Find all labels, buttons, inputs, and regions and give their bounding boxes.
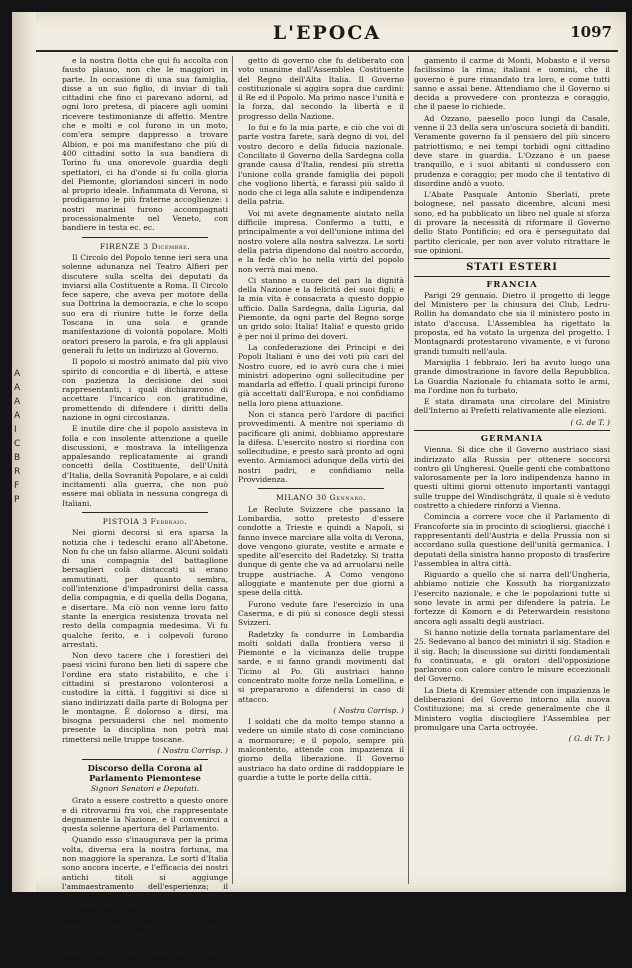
francia-heading: FRANCIA <box>486 278 538 289</box>
article-paragraph: Vienna. Si dice che il Governo austriaco siasi indirizzato alla Russia per ottenere soccorsi contro gli Ungheresi. Quelle genti che combattono valorosamente per la loro indipendenza hanno in questi ultimi giorni ottenuto importanti vantaggi sulle truppe del Windischgrätz, il quale si è veduto costretto a chiedere rinforzi a Vienna. <box>414 445 610 511</box>
article-paragraph: E inutile dire che il popolo assisteva in folla e con insolente attenzione a quelle discussioni, e mostrava la intelligenza appalesando replicatamente ai grandi concetti della Costituente, dell'Unità d'Italia, della Sovranità Popolare, e ai caldi incitamenti alla guerra, che non può essere mai obliata in nessuna congrega di Italiani. <box>62 424 228 508</box>
section-divider <box>82 759 208 760</box>
edge-letter: A <box>14 383 21 393</box>
page-number: 1097 <box>570 23 612 41</box>
source-signature: ( G. de T. ) <box>570 417 610 427</box>
edge-letter: C <box>14 439 21 449</box>
edge-letter: R <box>14 467 21 477</box>
edge-letter: P <box>14 495 20 505</box>
page-header <box>36 20 618 52</box>
article-paragraph: L'Abate Pasquale Antonio Sberlati, prete bolognese, nel passato dicembre, alcuni mesi sono, ed ha pubblicato un libro nel quale si sforza di provare la necessità di riformare il Governo dello Stato Pontificio; ed ora è perseguitato dal partito clericale, per non aver voluto ritrattare le sue opinioni. <box>414 190 610 255</box>
article-paragraph: Non ci stanca però l'ardore di pacifici provvedimenti. A mentre noi speriamo di pacificare gli animi, dobbiamo apprestare la difesa. L'esercito nostro si riordina con sollecitudine, e presto sarà pronto ad ogni evento. Armiamoci adunque della virtù dei nostri padri, e confidiamo nella Provvidenza. <box>238 409 404 485</box>
edge-letter: A <box>14 369 21 379</box>
discorso-caption: Discorso della Corona al Parlamento Piemontese <box>87 763 203 783</box>
correspondent-signature: ( Nostra Corrisp. ) <box>333 705 404 715</box>
article-paragraph: La Dieta di Kremsier attende con impazienza le deliberazioni del Governo intorno alla nuova Costituzione; ma si crede generalmente che il Ministero voglia disciogliere l'Assemblea per promulgare una Carta octroyée. <box>414 685 610 732</box>
source-signature: ( G. di Tr. ) <box>568 734 610 744</box>
article-paragraph: e la nostra flotta che qui fu accolta con fausto plauso, non che le maggiori in parte. In occasione di una sua famiglia, disse a un suo figlio, di inviar di tali cittadini che fino ci parevano adorni, ad ogni loro pretesa, di piacere agli uomini ricevere testimonianze di affetto. Mentre che e molti e col furono in un moto, com'era sempre dappresso a trovare Albion, e poi ma manifestano che più di 400 cittadini sotto la sua bandiera di Torino fu una onorevole guardia degli spettatori, ci ha d'onde si fu colla gloria del Piemonte, gloriandosi sinceri in nodo al proprio ideale. Infiammata di Verona, si prodigarono le più fraterne accoglienze: i nostri marinai furono accompagnati processionalmente nel Veneto, con bandiere in testa ec. ec. <box>62 56 228 233</box>
dateline-firenze: FIRENZE 3 Dicembre. <box>99 241 191 251</box>
edge-letter: F <box>14 481 20 491</box>
article-paragraph: Comincia a correre voce che il Parlamento di Francoforte sia in procinto di sciogliersi, giacché i rappresentanti dell'Austria e della Prussia non si accordano sulla questione dell'unità germanica. I deputati della sinistra hanno proposto di trasferire l'assemblea in altra città. <box>414 512 610 568</box>
article-paragraph: Non devo tacere che i forestieri dei paesi vicini furono ben lieti di sapere che l'ordine era stato ristabilito, e che i cittadini si prestarono volonterosi a custodire la città. I fuggitivi si dice si siano indirizzati dalla parte di Bologna per le montagne. È doloroso a dirsi, ma bisogna persuadersi che nel momento presente la disciplina non potrà mai rimettersi nelle truppe toscane. <box>62 651 228 744</box>
edge-letters <box>14 367 28 507</box>
article-paragraph: Io fui e fo la mia parte, e ciò che voi di parte vostra farete, sarà degno di voi, del vostro decoro e della fiducia nazionale. Conciliato il Governo della Sardegna colla grande causa d'Italia, rendesi più stretta l'unione colla grande famiglia dei popoli che vogliono libertà, e farassi più saldo il nodo che ci lega alla salute e indipendenza della patria. <box>238 123 404 207</box>
article-paragraph: Ci stanno a cuore del pari la dignità della Nazione e la felicità dei suoi figli; e la mia vita è consacrata a questo doppio ufficio. Dalla Sardegna, dalla Liguria, dal Piemonte, da ogni parte del Regno sorge un grido solo: Italia! Italia! e questo grido è per noi il primo dei doveri. <box>238 275 404 341</box>
article-paragraph: Radetzky fa condurre in Lombardia molti soldati dalla frontiera verso il Piemonte e la vicinanza delle truppe sarde, e si fanno grandi movimenti dal Ticino al Po. Gli austriaci hanno concentrato molte forze nella Lomellina, e si prepararono a difendersi in caso di attacco. <box>238 629 404 704</box>
section-divider <box>82 237 208 238</box>
article-paragraph: Voi mi avete degnamente aiutato nella difficile impresa. Confermo a tutti, e principalmente a voi dell'unione intima del nostro volere alla nostra salvezza. Le sorti della patria dipendono dal nostro accordo, e la fede ch'io ho nella virtù del popolo non verrà mai meno. <box>238 208 404 274</box>
article-paragraph: Il Circolo del Popolo tenne ieri sera una solenne adunanza nel Teatro Alfieri per discutere sulla scelta dei deputati da inviarsi alla Costituente a Roma. Il Circolo fece sapere, che aveva per motore della sua Dottrina la democrazia, e che lo scopo suo era di riunire tutte le forze della Toscana in una sola e grande manifestazione di volontà popolare. Molti oratori presero la parola, e fra gli applausi generali fu letto un indirizzo al Governo. <box>62 252 228 355</box>
edge-letter: A <box>14 397 21 407</box>
article-paragraph: E stata diramata una circolare del Ministro dell'Interno ai Prefetti relativamente alle elezioni. <box>414 397 610 416</box>
article-paragraph: Quando esso s'inaugurava per la prima volta, diversa era la nostra fortuna, ma non maggiore la speranza. Le sorti d'Italia sono ancora incerte, e l'efficacia dei nostri antichi titoli si aggiunge l'ammaestramento dell'esperienza; il merito della prova, il coraggio e la costanza nella sventura. <box>62 835 228 910</box>
section-divider <box>414 258 610 259</box>
dateline-milano: MILANO 30 Gennaro. <box>275 493 367 503</box>
column-2 <box>238 56 404 884</box>
article-paragraph: Furono vedute fare l'esercizio in una Caserma, e di più si conosce degli stessi Svizzeri. <box>238 599 404 628</box>
newspaper-title: L'EPOCA <box>272 22 382 44</box>
section-divider <box>258 488 384 489</box>
article-paragraph: Riguardo a quello che si narra dell'Ungheria, abbiamo notizie che Kossuth ha riorganizzato l'esercito nazionale, e che le popolazioni tutte si sono levate in armi per difendere la patria. Le fortezze di Komorn e di Peterwardein resistono ancora agli assalti degli austriaci. <box>414 570 610 626</box>
germania-heading: GERMANIA <box>480 432 544 443</box>
article-paragraph: Grato a essere costretto a questo onore e di ritrovarmi fra voi, che rappresentate degnamente la Nazione, e il convenirci a questa solenne apertura del Parlamento. <box>62 796 228 834</box>
article-paragraph: L'opera a cui dovrete attendere in questa seconda sessione è molteplice, ardua, difficile; e non minore è in voi la fermezza che in me la fiducia nel vostro senno e nella vostra devozione alla causa comune. <box>62 911 228 968</box>
section-divider <box>414 276 610 277</box>
newspaper-page <box>12 12 626 968</box>
correspondent-signature: ( Nostra Corrisp. ) <box>157 746 228 756</box>
dateline-pistoia: PISTOIA 3 Febbraio. <box>102 516 188 526</box>
edge-letter: A <box>14 411 21 421</box>
column-rule <box>408 56 409 884</box>
article-paragraph: getto di governo che fu deliberato con voto unanime dall'Assemblea Costituente del Regno dell'Alta Italia. Il Governo costituzionale si aggira sopra due cardini: il Re ed il Popolo. Ma primo nasce l'unità e la forza, dal secondo la libertà e il progresso della Nazione. <box>238 56 404 121</box>
article-paragraph: Nei giorni decorsi si era sparsa la notizia che i tedeschi erano all'Abetone. Non fu che un falso allarme. Alcuni soldati di una compagnia del battaglione bersaglieri colà distaccati si erano ammutinati, per quanto sembra, coll'intenzione d'impadronirsi della cassa della compagnia, e di quella della Dogana, e disertare. Ma ciò non venne loro fatto stante la energica resistenza trovata nel resto della compagnia medesima. Vi fu qualche ferito, e i colpevoli furono arrestati. <box>62 528 228 649</box>
column-1 <box>62 56 228 968</box>
section-divider <box>414 430 610 431</box>
discorso-salutation: Signori Senatori e Deputati. <box>90 783 200 793</box>
column-rule <box>232 56 233 884</box>
article-paragraph: Ad Ozzano, paesello poco lungi da Casale, venne il 23 della sera un'oscura società di banditi. Veramente governo fa il pensiero del più sincero patriottismo, e nei tempi torbidi ogni cittadino deve stare in guardia. L'Ozzano è un paese tranquillo, e i suoi abitanti si condussero con prudenza e coraggio; per modo che il tentativo di disordine andò a vuoto. <box>414 113 610 188</box>
section-divider <box>82 512 208 513</box>
edge-letter: I <box>14 425 17 435</box>
page-binding <box>12 12 36 892</box>
article-paragraph: I soldati che da molto tempo stanno a vedere un simile stato di cose cominciano a mormorare; e il popolo, sempre più malcontento, attende con impazienza il giorno della liberazione. Il Governo austriaco ha dato ordine di raddoppiare le guardie a tutte le porte della città. <box>238 717 404 782</box>
column-3 <box>414 56 610 884</box>
article-paragraph: Le Reclute Svizzere che passano la Lombardia, sotto pretesto d'essere condotte a Trieste e quindi a Napoli, si fanno invece marciare alla volta di Verona, dove vengono giurate, vestite e armate e spedite all'esercito del Radetzky. Si tratta dunque di gente che va ad arruolarsi nelle truppe austriache. A Como vengono alloggiate e mantenute per due giorni a spese della città. <box>238 504 404 598</box>
article-paragraph: gamento il carme di Monti, Mobasto e il verso facilissimo la rima; italiani e uomini, che il governo è pure rimandato tra loro, e come tutti sanno e assai bene. Attendiamo che il Governo si decida a provvedere con prontezza e coraggio, che il paese lo richiede. <box>414 56 610 112</box>
article-paragraph: Il popolo si mostrò animato dal più vivo spirito di concordia e di libertà, e attese con pazienza la decisione dei suoi rappresentanti, i quali dichiararono di accettare l'incarico con gratitudine, promettendo di difendere i diritti della nazione in ogni circostanza. <box>62 357 228 422</box>
article-paragraph: Si hanno notizie della tornata parlamentare del 25. Sedevano al banco dei ministri il sig. Stadion e il sig. Bach; la discussione sui diritti fondamentali fu continuata, e gli oratori dell'opposizione parlarono con calore contro le misure eccezionali del Governo. <box>414 627 610 684</box>
article-paragraph: La confederazione dei Principi e dei Popoli Italiani è uno dei voti più cari del Nostro cuore, ed io avrò cura che i miei ministri adoperino ogni sollecitudine per mandarla ad effetto. I quali principi furono già accettati dall'Europa, e noi confidiamo nella loro piena attuazione. <box>238 342 404 408</box>
article-paragraph: Marsiglia 1 febbraio. Ieri ha avuto luogo una grande dimostrazione in favore della Repubblica. La Guardia Nazionale fu chiamata sotto le armi, ma l'ordine non fu turbato. <box>414 357 610 395</box>
stati-esteri-heading: STATI ESTERI <box>466 262 558 274</box>
article-paragraph: Parigi 29 gennaio. Dietro il progetto di legge del Ministero per la chiusura dei Club, Ledru-Rollin ha domandato che sia il ministero posto in istato d'accusa. L'Assemblea ha rigettato la proposta, ed ha votato la urgenza del progetto. I Montagnardi protestarono vivamente, e vi furono grandi tumulti nell'aula. <box>414 290 610 356</box>
edge-letter: B <box>14 453 21 463</box>
